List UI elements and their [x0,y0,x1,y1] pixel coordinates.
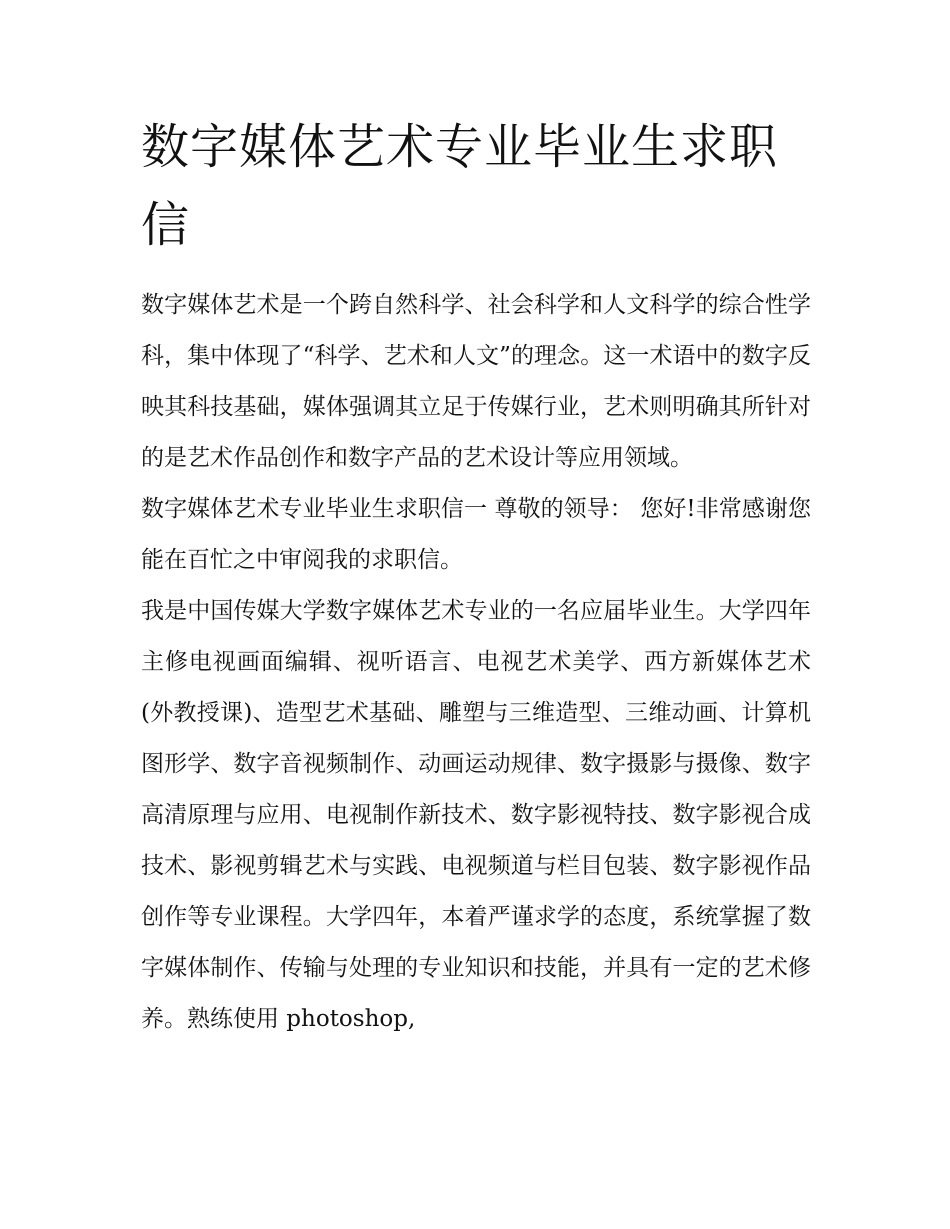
paragraph-intro: 数字媒体艺术是一个跨自然科学、社会科学和人文科学的综合性学科，集中体现了“科学、艺术和人文”的理念。这一术语中的数字反映其科技基础，媒体强调其立足于传媒行业，艺术则明确其所针对的是艺术作品创作和数字产品的艺术设计等应用领域。 [141,292,811,471]
paragraph-list [141,280,811,1045]
paragraph-greeting: 数字媒体艺术专业毕业生求职信一 尊敬的领导： 您好!非常感谢您能在百忙之中审阅我的求职信。 [141,496,811,573]
document-body [141,108,811,1045]
paragraph-background: 我是中国传媒大学数字媒体艺术专业的一名应届毕业生。大学四年主修电视画面编辑、视听语言、电视艺术美学、西方新媒体艺术(外教授课)、造型艺术基础、雕塑与三维造型、三维动画、计算机图形学、数字音视频制作、动画运动规律、数字摄影与摄像、数字高清原理与应用、电视制作新技术、数字影视特技、数字影视合成技术、影视剪辑艺术与实践、电视频道与栏目包装、数字影视作品创作等专业课程。大学四年，本着严谨求学的态度，系统掌握了数字媒体制作、传输与处理的专业知识和技能，并具有一定的艺术修养。熟练使用 photoshop, [141,598,811,1032]
document-title: 数字媒体艺术专业毕业生求职信 [141,119,779,253]
